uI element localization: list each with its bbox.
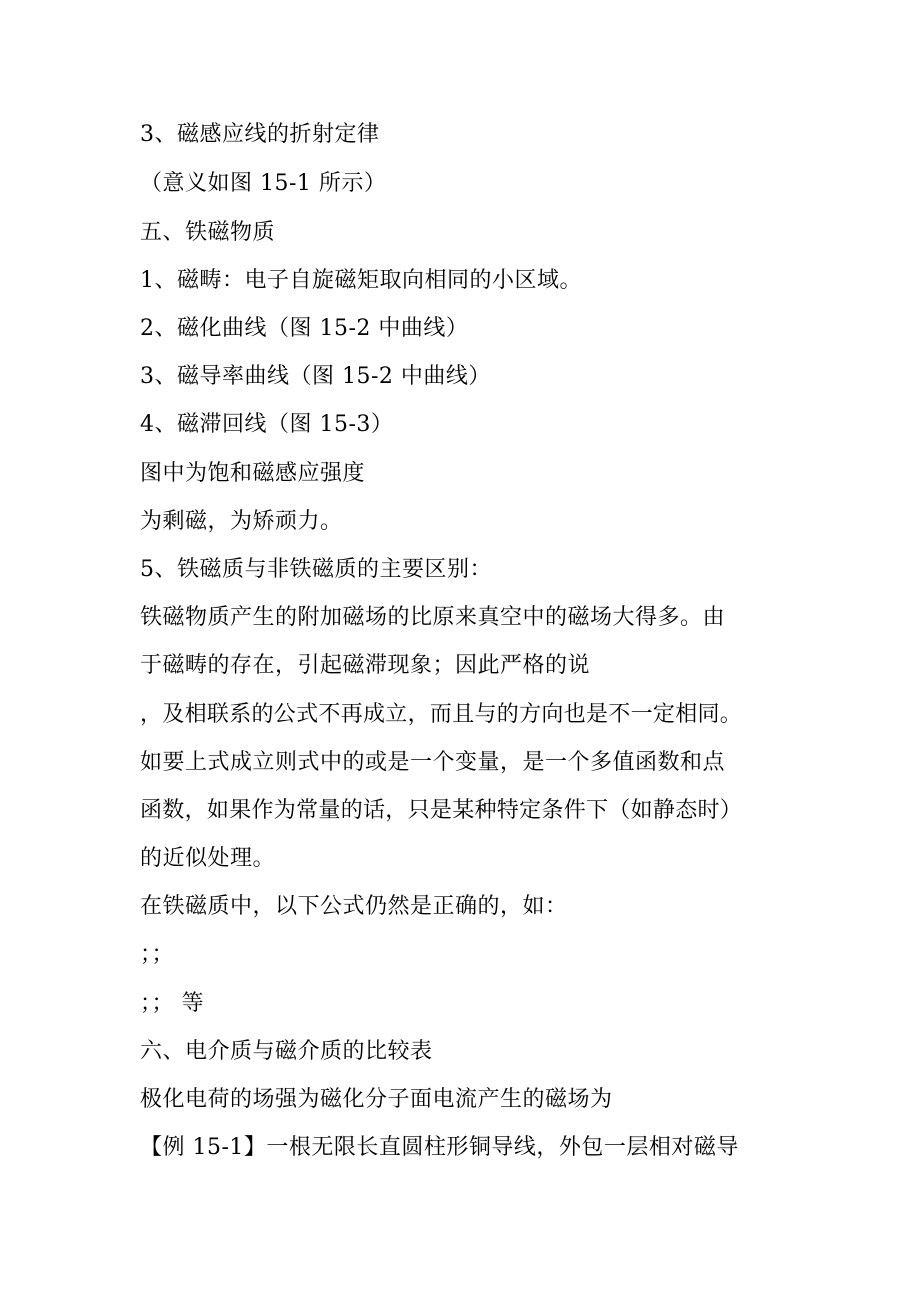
section-heading: 五、铁磁物质 xyxy=(140,220,276,245)
text-line: 在铁磁质中，以下公式仍然是正确的，如： xyxy=(140,894,568,919)
text-line: 为剩磁，为矫顽力。 xyxy=(140,509,343,534)
section-heading: 六、电介质与磁介质的比较表 xyxy=(140,1039,433,1064)
text-line: 3、磁感应线的折射定律 xyxy=(140,122,380,147)
text-line: 【例 15-1】一根无限长直圆柱形铜导线，外包一层相对磁导 xyxy=(140,1135,739,1160)
text-line: 2、磁化曲线（图 15-2 中曲线） xyxy=(140,316,469,341)
text-line: ，及相联系的公式不再成立，而且与的方向也是不一定相同。 xyxy=(140,702,743,727)
text-line: 1、磁畴：电子自旋磁矩取向相同的小区域。 xyxy=(140,268,582,293)
text-line: 5、铁磁质与非铁磁质的主要区别： xyxy=(140,557,492,582)
text-line: 极化电荷的场强为磁化分子面电流产生的磁场为 xyxy=(140,1087,613,1112)
text-line: ；； xyxy=(140,942,175,967)
text-line: 3、磁导率曲线（图 15-2 中曲线） xyxy=(140,364,491,389)
text-line: 图中为饱和磁感应强度 xyxy=(140,461,366,486)
text-line: ；； 等 xyxy=(140,991,204,1016)
text-line: （意义如图 15-1 所示） xyxy=(140,171,387,196)
text-line: 函数，如果作为常量的话，只是某种特定条件下（如静态时） xyxy=(140,798,743,823)
text-line: 于磁畴的存在，引起磁滞现象；因此严格的说 xyxy=(140,653,591,678)
text-line: 如要上式成立则式中的或是一个变量，是一个多值函数和点 xyxy=(140,750,726,775)
text-line: 的近似处理。 xyxy=(140,846,276,871)
text-line: 铁磁物质产生的附加磁场的比原来真空中的磁场大得多。由 xyxy=(140,605,726,630)
text-line: 4、磁滞回线（图 15-3） xyxy=(140,412,394,437)
